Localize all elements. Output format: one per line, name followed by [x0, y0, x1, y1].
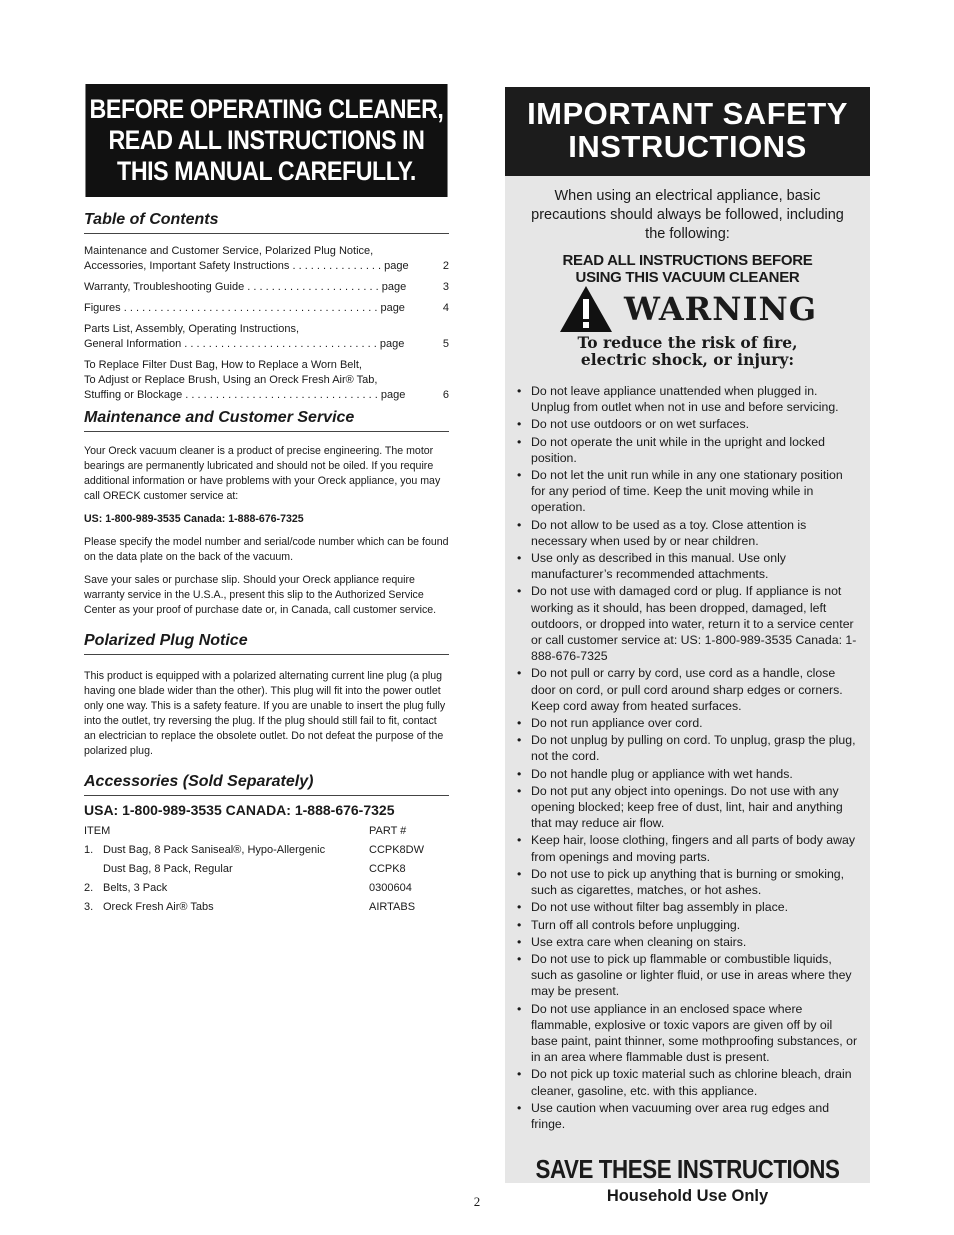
accessories-table	[84, 822, 449, 917]
list-item: • Use only as described in this manual. Use only manufacturer’s recommended attachments.	[515, 550, 858, 582]
list-item: • Do not use without filter bag assembly in place.	[515, 899, 858, 915]
table-row: 1. Dust Bag, 8 Pack Saniseal®, Hypo-Allergenic CCPK8DW	[84, 844, 425, 856]
list-item: • Do not let the unit run while in any one stationary position for any period of time. Keep the unit moving while in operation.	[515, 467, 858, 516]
list-item: • Do not use appliance in an enclosed space where flammable, explosive or toxic vapors are given off by oil base paint, paint thinner, some mothproofing substances, or in an area where flammable dust is present.	[515, 1001, 858, 1066]
banner-line: INSTRUCTIONS	[568, 129, 807, 164]
toc-page-number: 3	[442, 281, 449, 293]
maintenance-title: Maintenance and Customer Service	[84, 409, 449, 432]
list-item: • Keep hair, loose clothing, fingers and all parts of body away from openings and moving parts.	[515, 832, 858, 864]
page-number: 2	[473, 1194, 481, 1209]
safety-panel	[505, 87, 870, 1206]
operating-banner	[85, 84, 447, 197]
save-instructions-heading: SAVE THESE INSTRUCTIONS	[535, 1154, 840, 1185]
maintenance-paragraph: Your Oreck vacuum cleaner is a product of precise engineering. The motor bearings are permanently lubricated and should not be oiled. If you require additional information or have problems with your Oreck appliance, you may call ORECK customer service at:	[84, 445, 441, 502]
list-item: • Do not use outdoors or on wet surfaces.	[515, 416, 858, 432]
list-item: • Do not pull or carry by cord, use cord as a handle, close door on cord, or pull cord around sharp edges or corners. Keep cord away from heated surfaces.	[515, 665, 858, 714]
toc-line: To Replace Filter Dust Bag, How to Replace a Worn Belt,	[84, 359, 362, 371]
warning-label: WARNING	[623, 290, 818, 328]
polarized-plug-title: Polarized Plug Notice	[84, 632, 449, 655]
list-item: • Do not unplug by pulling on cord. To unplug, grasp the plug, not the cord.	[515, 732, 858, 764]
banner-line: READ ALL INSTRUCTIONS IN	[108, 125, 425, 155]
maintenance-paragraph: Save your sales or purchase slip. Should your Oreck appliance require warranty service in the U.S.A., present this slip to the Authorized Service Center as your proof of purchase date or, in Canada, call customer service.	[84, 574, 437, 616]
maintenance-phone: US: 1-800-989-3535 Canada: 1-888-676-7325	[84, 513, 304, 525]
safety-banner	[505, 87, 870, 176]
household-use-label: Household Use Only	[606, 1187, 769, 1206]
toc-entry[interactable]	[84, 301, 449, 316]
banner-line: THIS MANUAL CAREFULLY.	[117, 156, 416, 186]
banner-line: BEFORE OPERATING CLEANER,	[89, 94, 444, 124]
toc-line: Parts List, Assembly, Operating Instructions,	[84, 323, 299, 335]
column-header: PART #	[369, 825, 407, 837]
toc-entry[interactable]	[84, 358, 449, 403]
table-header-row	[84, 822, 449, 841]
list-item: • Use caution when vacuuming over area rug edges and fringe.	[515, 1100, 858, 1132]
toc-line: Stuffing or Blockage . . . . . . . . . . . . . . . . . . . . . . . . . . . . . . . . page	[84, 389, 406, 401]
list-item: • Do not use to pick up flammable or combustible liquids, such as gasoline or lighter fluid, or use in areas where they may be present.	[515, 951, 858, 1000]
toc-page-number: 4	[442, 302, 449, 314]
table-row: 2. Belts, 3 Pack 0300604	[84, 882, 412, 894]
list-item: • Turn off all controls before unplugging.	[515, 917, 858, 933]
toc-line: General Information . . . . . . . . . . . . . . . . . . . . . . . . . . . . . . . . page	[84, 338, 405, 350]
accessories-title: Accessories (Sold Separately)	[84, 773, 449, 796]
list-item: • Use extra care when cleaning on stairs.	[515, 934, 858, 950]
list-item: • Do not run appliance over cord.	[515, 715, 858, 731]
table-row: Dust Bag, 8 Pack, Regular CCPK8	[103, 863, 406, 875]
warning-row	[505, 284, 870, 334]
safety-intro: When using an electrical appliance, basic precautions should always be followed, including the following:	[531, 188, 844, 242]
toc-page-number: 5	[442, 338, 449, 350]
list-item: • Do not allow to be used as a toy. Close attention is necessary when used by or near children.	[515, 517, 858, 549]
list-item: • Do not pick up toxic material such as chlorine bleach, drain cleaner, gasoline, etc. with this appliance.	[515, 1066, 858, 1098]
toc-line: Warranty, Troubleshooting Guide . . . . . . . . . . . . . . . . . . . . . . page	[84, 281, 407, 293]
left-column	[84, 84, 449, 917]
banner-line: IMPORTANT SAFETY	[527, 96, 848, 131]
list-item: • Do not use with damaged cord or plug. If appliance is not working as it should, has been dropped, damaged, left outdoors, or dropped into water, return it to a service center or call customer service at: US: 1-800-989-3535 Canada: 1-888-676-7325	[515, 583, 858, 664]
list-item: • Do not leave appliance unattended when plugged in. Unplug from outlet when not in use and before servicing.	[515, 383, 858, 415]
list-item: • Do not use to pick up anything that is burning or smoking, such as cigarettes, matches, or hot ashes.	[515, 866, 858, 898]
toc-page-number: 6	[442, 389, 449, 401]
list-item: • Do not operate the unit while in the upright and locked position.	[515, 434, 858, 466]
maintenance-paragraph: Please specify the model number and serial/code number which can be found on the data plate on the back of the vacuum.	[84, 536, 449, 563]
toc-line: Figures . . . . . . . . . . . . . . . . . . . . . . . . . . . . . . . . . . . . . . . . . . page	[84, 302, 405, 314]
safety-rules-list	[505, 383, 870, 1132]
list-item: • Do not handle plug or appliance with wet hands.	[515, 766, 858, 782]
toc-line: To Adjust or Replace Brush, Using an Oreck Fresh Air® Tab,	[84, 374, 378, 386]
toc-entry[interactable]	[84, 280, 449, 295]
toc-page-number: 2	[442, 260, 449, 272]
warning-triangle-icon	[558, 284, 614, 334]
read-all-heading: READ ALL INSTRUCTIONS BEFORE USING THIS VACUUM CLEANER	[562, 252, 813, 286]
risk-heading: To reduce the risk of fire, electric shock, or injury:	[577, 333, 798, 369]
table-of-contents	[84, 244, 449, 403]
toc-line: Maintenance and Customer Service, Polarized Plug Notice,	[84, 245, 374, 257]
accessories-phone: USA: 1-800-989-3535 CANADA: 1-888-676-7325	[84, 802, 395, 818]
table-row: 3. Oreck Fresh Air® Tabs AIRTABS	[84, 901, 416, 913]
toc-entry[interactable]	[84, 244, 449, 274]
toc-line: Accessories, Important Safety Instructions . . . . . . . . . . . . . . . page	[84, 260, 409, 272]
list-item: • Do not put any object into openings. Do not use with any opening blocked; keep free of dust, lint, hair and anything that may reduce air flow.	[515, 783, 858, 832]
polarized-plug-paragraph: This product is equipped with a polarized alternating current line plug (a plug having one blade wider than the other). This plug will fit into the power outlet only one way. This is a safety feature. If you are unable to insert the plug fully into the outlet, try reversing the plug. If the plug should still fail to fit, contact an electrician to replace the obsolete outlet. Do not defeat the purpose of the polarized plug.	[84, 670, 446, 757]
toc-entry[interactable]	[84, 322, 449, 352]
column-header: ITEM	[84, 825, 111, 837]
toc-title: Table of Contents	[84, 211, 449, 234]
